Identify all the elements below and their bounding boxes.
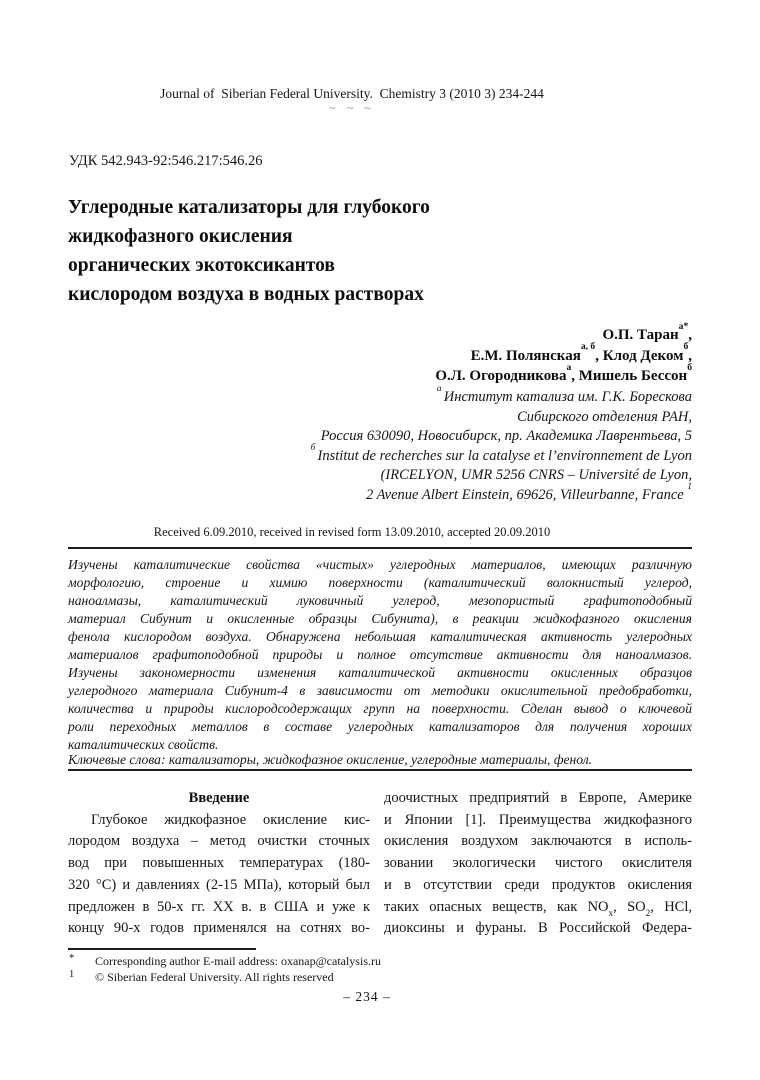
affiliations-block — [68, 384, 692, 506]
separator-rule-top — [68, 547, 692, 549]
text-line — [68, 320, 692, 346]
text-segment: О.Л. Огородникова — [435, 368, 567, 384]
text-line — [68, 443, 692, 467]
text-segment: окисления воздухом заключаются в исполь- — [384, 833, 692, 850]
text-line — [68, 718, 692, 736]
text-line — [68, 251, 608, 280]
text-segment: x — [608, 909, 614, 920]
text-segment: фенола кислородом воздуха. Обнаружена небольшая каталитическая активность углеродных — [68, 629, 692, 644]
text-line — [68, 682, 692, 700]
text-segment: 320 °C) и давлениях (2-15 МПа), который был — [68, 876, 370, 893]
text-segment: концу 90-х годов применялся на сотнях во- — [68, 920, 370, 937]
text-segment: 2 — [645, 909, 651, 920]
text-line — [68, 193, 608, 222]
footnote-marker-one: 1 — [69, 969, 75, 980]
text-line — [68, 918, 370, 940]
text-segment: углеродного материала Сибунит-4 в зависимости от методики окислительной предобработки, — [68, 683, 692, 698]
text-segment: б — [683, 341, 689, 353]
text-segment: , — [688, 327, 692, 343]
text-line — [384, 831, 692, 853]
footnote-copyright — [68, 969, 498, 985]
text-segment: , — [688, 347, 692, 364]
header-ornament: ~ ~ ~ — [329, 101, 375, 115]
authors-block — [68, 320, 692, 387]
text-segment: О.П. Таран — [602, 327, 679, 343]
text-segment: 2 Avenue Albert Einstein, 69626, Villeurbanne, France — [366, 486, 688, 503]
text-segment: предложен в 50-х гг. XX в. в США и уже к — [68, 898, 370, 915]
text-segment: Институт катализа им. Г.К. Борескова — [443, 389, 692, 405]
text-segment: и в отсутствии среди продуктов окисления — [384, 876, 692, 893]
text-line — [68, 664, 692, 682]
received-dates-line: Received 6.09.2010, received in revised form 13.09.2010, accepted 20.09.2010 — [153, 525, 551, 539]
text-segment: Сибирского отделения РАН, — [517, 408, 692, 425]
text-segment: б — [310, 443, 318, 454]
text-line — [68, 222, 608, 251]
page-number: – 234 – — [343, 989, 391, 1004]
text-segment: лородом воздуха – метод очистки сточных — [68, 833, 370, 850]
text-segment: а, б — [580, 341, 596, 353]
text-segment: а* — [678, 320, 689, 332]
text-segment: кислородом воздуха в водных растворах — [68, 284, 424, 305]
text-segment: доочистных предприятий в Европе, Америке — [384, 790, 692, 806]
text-line — [68, 361, 692, 387]
footnote-separator-rule — [68, 948, 256, 950]
footnote-text: Corresponding author E-mail address: oxanap@catalysis.ru — [95, 954, 381, 968]
text-segment: вод при повышенных температурах (180- — [68, 855, 370, 872]
text-segment: б — [687, 361, 692, 373]
text-line — [68, 700, 692, 718]
text-segment: жидкофазного окисления — [68, 226, 293, 247]
udc-code: УДК 542.943-92:546.217:546.26 — [69, 153, 263, 169]
article-title — [68, 193, 608, 309]
text-segment: а — [566, 361, 572, 373]
footnotes-block — [68, 953, 498, 985]
text-line — [384, 788, 692, 810]
separator-rule-bottom — [68, 769, 692, 771]
footnote-text: © Siberian Federal University. All rights reserved — [95, 970, 334, 984]
keywords-line: Ключевые слова: катализаторы, жидкофазное окисление, углеродные материалы, фенол. — [68, 752, 593, 767]
text-line — [68, 592, 692, 610]
text-segment: Изучены каталитические свойства «чистых» углеродных материалов, имеющих различную — [68, 557, 692, 572]
text-line — [68, 897, 370, 919]
text-segment: , HCl, — [650, 898, 692, 915]
text-segment: материал Сибунит и окисленные образцы Сибунита), в реакции жидкофазного окисления — [68, 611, 692, 626]
text-line — [384, 875, 692, 897]
text-segment: (IRCELYON, UMR 5256 CNRS – Université de Lyon, — [380, 467, 692, 484]
text-line — [68, 466, 692, 486]
text-line — [68, 810, 370, 832]
text-line — [384, 853, 692, 875]
footnote-marker-asterisk: * — [69, 953, 75, 964]
text-line — [68, 556, 692, 574]
text-line — [68, 610, 692, 628]
text-line — [68, 427, 692, 447]
text-segment: морфологию, строение и химию поверхности (каталитический волокнистый углерод, — [68, 575, 692, 590]
abstract-block — [68, 556, 692, 754]
text-line — [384, 897, 692, 919]
text-segment: Institut de recherches sur la catalyse et l’environnement de Lyon — [317, 447, 692, 464]
text-line — [68, 574, 692, 592]
left-column — [68, 788, 370, 940]
text-segment: Изучены закономерности изменения каталитической активности окисленных образцов — [68, 665, 692, 680]
text-segment: диоксины и фураны. В Российской Федера- — [384, 920, 692, 937]
text-segment: и Японии [1]. Преимущества жидкофазного — [384, 811, 692, 828]
text-line — [384, 918, 692, 940]
text-line — [68, 875, 370, 897]
text-segment: Россия 630090, Новосибирск, пр. Академика Лаврентьева, 5 — [320, 428, 692, 445]
text-line — [68, 831, 370, 853]
text-segment: органических экотоксикантов — [68, 255, 335, 276]
text-segment: каталитических свойств. — [68, 737, 219, 752]
text-line — [68, 341, 692, 367]
text-segment: Глубокое жидкофазное окисление кис- — [91, 811, 370, 828]
text-segment: материалов графитоподобной природы и полное отсутствие активности для наноалмазов. — [68, 647, 692, 662]
text-segment: Введение — [188, 790, 250, 806]
text-line — [68, 482, 692, 506]
text-line — [68, 628, 692, 646]
right-column — [384, 788, 692, 940]
text-segment: , Клод Деком — [595, 347, 684, 364]
text-segment: 1 — [687, 482, 692, 493]
footnote-corresponding-author — [68, 953, 498, 969]
text-segment: , Мишель Бессон — [571, 368, 688, 384]
text-segment: роли переходных металлов в составе углеродных катализаторов для получения хороших — [68, 719, 692, 734]
journal-header: Journal of Siberian Federal University. Chemistry 3 (2010 3) 234-244 — [160, 86, 544, 101]
text-line — [68, 384, 692, 408]
text-segment: Углеродные катализаторы для глубокого — [68, 197, 430, 218]
text-line — [384, 810, 692, 832]
text-line — [68, 788, 370, 810]
text-segment: зовании экологически чистого окислителя — [384, 855, 692, 872]
text-segment: наноалмазы, каталитический луковичный углерод, мезопористый графитоподобный — [68, 593, 692, 608]
text-segment: Е.М. Полянская — [470, 347, 581, 364]
text-segment: , SO — [613, 898, 646, 915]
text-line — [68, 646, 692, 664]
text-line — [68, 408, 692, 428]
text-line — [68, 280, 608, 309]
text-segment: количества и природы кислородсодержащих групп на поверхности. Сделан вывод о ключевой — [68, 701, 692, 716]
text-segment: а — [436, 384, 444, 395]
text-line — [68, 853, 370, 875]
text-segment: таких опасных веществ, как NO — [384, 898, 609, 915]
